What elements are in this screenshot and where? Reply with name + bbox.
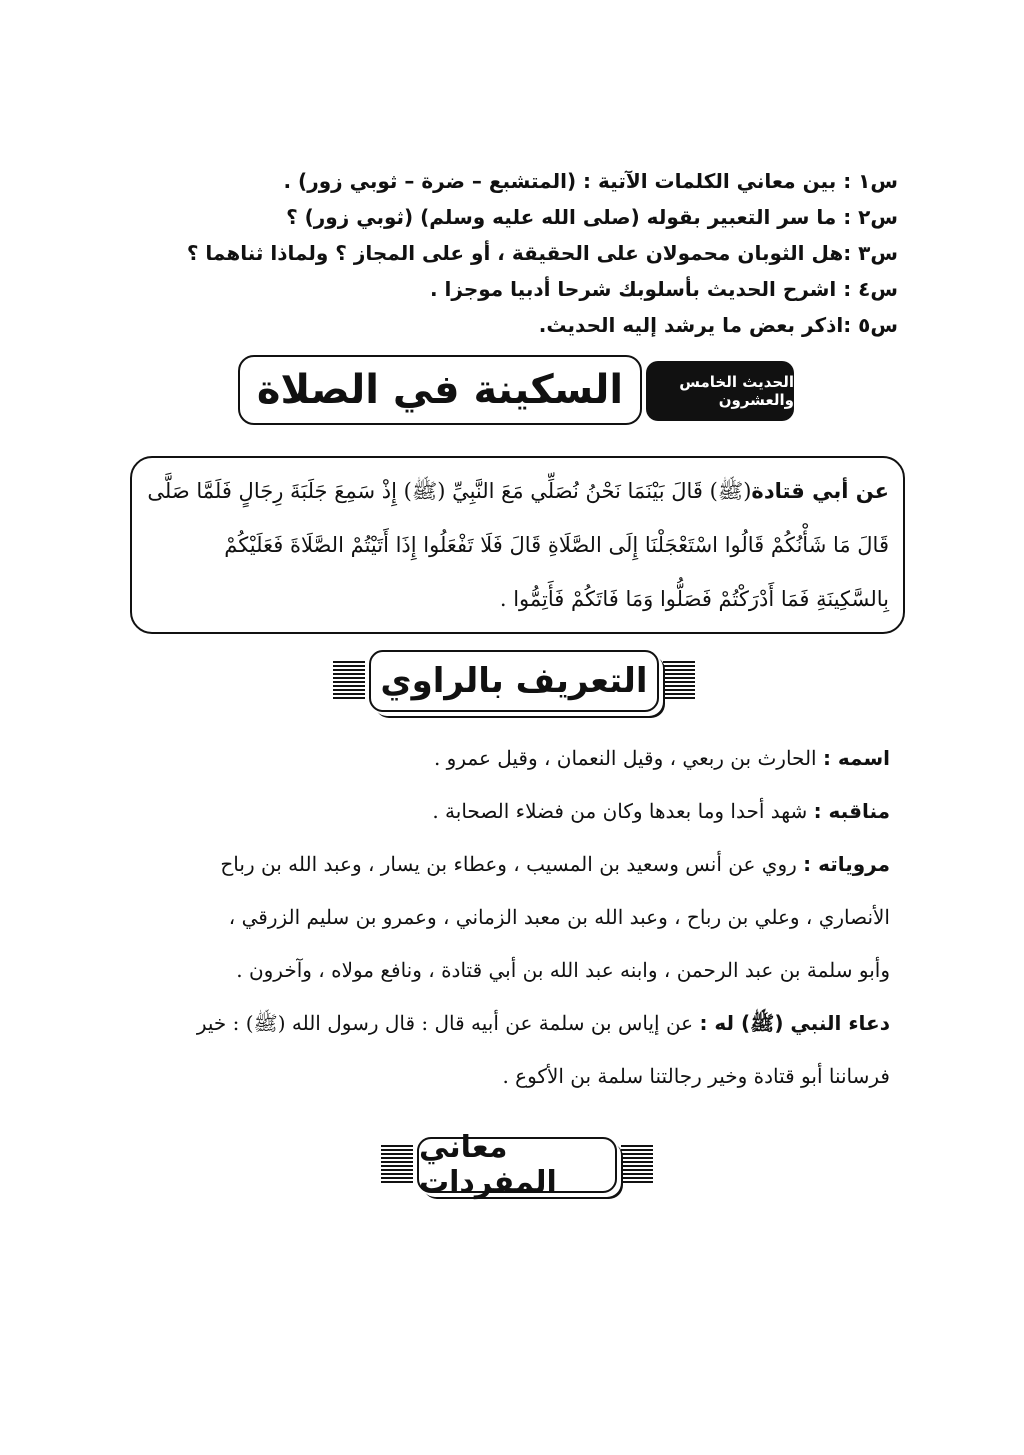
narrator-bio	[132, 732, 890, 1103]
bio-merits-text: شهد أحدا وما بعدها وكان من فضلاء الصحابة .	[432, 799, 808, 823]
question-3: س٣ :هل الثوبان محمولان على الحقيقة ، أو على المجاز ؟ ولماذا ثناهما ؟	[186, 241, 898, 265]
question-4: س٤ : اشرح الحديث بأسلوبك شرحا أدبيا موجزا .	[429, 277, 898, 301]
vocab-ornament-right	[621, 1145, 653, 1185]
bio-prayer	[132, 997, 890, 1050]
bio-narrations-label: مروياته :	[803, 852, 890, 876]
hadith-line-1	[146, 464, 889, 518]
hadith-title-banner	[238, 355, 794, 429]
bio-merits-label: مناقبه :	[813, 799, 890, 823]
question-5: س٥ :اذكر بعض ما يرشد إليه الحديث.	[538, 313, 898, 337]
vocab-heading	[381, 1130, 653, 1200]
bio-narrations-line-2: الأنصاري ، وعلي بن رباح ، وعبد الله بن معبد الزماني ، وعمرو بن سليم الزرقي ،	[228, 905, 890, 929]
bio-narrations-line-1: روي عن أنس وسعيد بن المسيب ، وعطاء بن يسار ، وعبد الله بن رباح	[220, 852, 797, 876]
vocab-heading-text: معاني المفردات	[419, 1130, 557, 1200]
hadith-text-3: بِالسَّكِينَةِ فَمَا أَدْرَكْتُمْ فَصَلُّوا وَمَا فَاتَكُمْ فَأَتِمُّوا .	[499, 587, 889, 611]
question-2: س٢ : ما سر التعبير بقوله (صلى الله عليه وسلم) (ثوبي زور) ؟	[286, 205, 898, 229]
hadith-number-tag: الحديث الخامس والعشرون	[646, 361, 794, 421]
hadith-narrator: عن أبي قتادة	[751, 479, 889, 503]
hadith-text-1: قَالَ بَيْنَمَا نَحْنُ نُصَلِّي مَعَ النَّبِيِّ (ﷺ) إِذْ سَمِعَ جَلَبَةَ رِجَالٍ فَلَمَّا صَلَّى	[147, 479, 703, 503]
question-1: س١ : بين معاني الكلمات الآتية : (المتشبع – ضرة – ثوبي زور) .	[283, 169, 898, 193]
bio-narrations	[132, 838, 890, 891]
bio-merits	[132, 785, 890, 838]
hadith-title-box	[238, 355, 642, 425]
bio-prayer-label: دعاء النبي (ﷺ) له :	[699, 1011, 890, 1035]
bio-narrations-line-3: وأبو سلمة بن عبد الرحمن ، وابنه عبد الله بن أبي قتادة ، ونافع مولاه ، وآخرون .	[236, 958, 890, 982]
hadith-text-2: قَالَ مَا شَأْنُكُمْ قَالُوا اسْتَعْجَلْنَا إِلَى الصَّلَاةِ قَالَ فَلَا تَفْعَلُوا إِذَا أَتَيْتُمْ الصَّلَاةَ فَعَلَيْكُمْ	[224, 533, 889, 557]
narrator-heading	[333, 650, 695, 712]
vocab-ornament-left	[381, 1145, 413, 1185]
vocab-heading-frame	[417, 1130, 617, 1200]
bio-name	[132, 732, 890, 785]
review-questions	[186, 163, 898, 343]
bio-prayer-line-1: عن إياس بن سلمة عن أبيه قال : قال رسول الله (ﷺ) : خير	[196, 1011, 694, 1035]
bio-name-text: الحارث بن ربعي ، وقيل النعمان ، وقيل عمرو .	[433, 746, 817, 770]
bio-prayer-line-2: فرساننا أبو قتادة وخير رجالتنا سلمة بن الأكوع .	[502, 1064, 890, 1088]
heading-ornament-right	[663, 661, 695, 701]
hadith-title: السكينة في الصلاة	[256, 367, 624, 413]
hadith-text-box	[130, 456, 905, 634]
bio-name-label: اسمه :	[822, 746, 890, 770]
narrator-heading-text: التعريف بالراوي	[380, 661, 648, 701]
honorific-mark: (ﷺ)	[709, 479, 752, 503]
heading-ornament-left	[333, 661, 365, 701]
narrator-heading-frame	[369, 650, 659, 712]
